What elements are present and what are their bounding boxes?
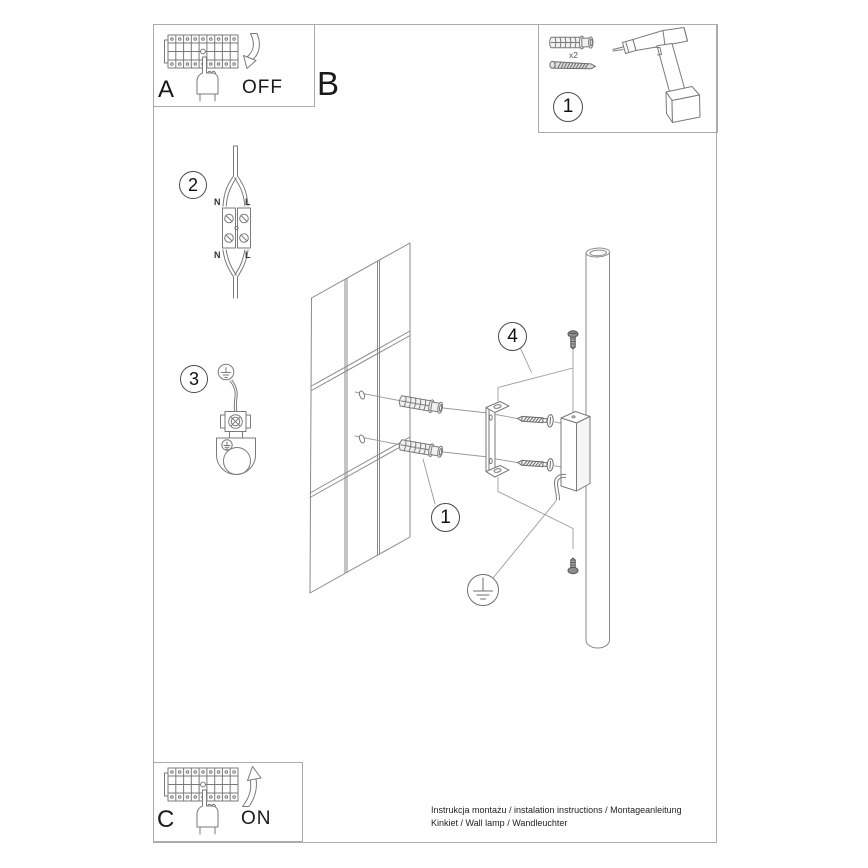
step-callout-2: 2 <box>179 171 207 199</box>
step-b-label: B <box>317 65 340 102</box>
parts-callout-1: 1 <box>553 92 583 122</box>
wire-label-l-top: L <box>245 197 251 207</box>
on-label: ON <box>241 808 272 829</box>
footer-title-line: Instrukcja montażu / instalation instructions / Montageanleitung <box>431 805 682 815</box>
step-c-label: C <box>157 806 175 833</box>
off-label: OFF <box>242 77 283 98</box>
footer-product-line: Kinkiet / Wall lamp / Wandleuchter <box>431 818 568 828</box>
page-border <box>153 24 717 843</box>
wire-label-l-bottom: L <box>245 250 251 260</box>
step-callout-3: 3 <box>180 365 208 393</box>
quantity-label: x2 <box>569 50 578 60</box>
wall-callout-1: 1 <box>431 503 460 532</box>
wire-label-n-top: N <box>214 197 221 207</box>
step-a-box <box>153 24 315 107</box>
step-a-label: A <box>158 76 175 103</box>
step-c-box <box>153 762 303 842</box>
wire-label-n-bottom: N <box>214 250 221 260</box>
step-callout-4: 4 <box>498 322 527 351</box>
